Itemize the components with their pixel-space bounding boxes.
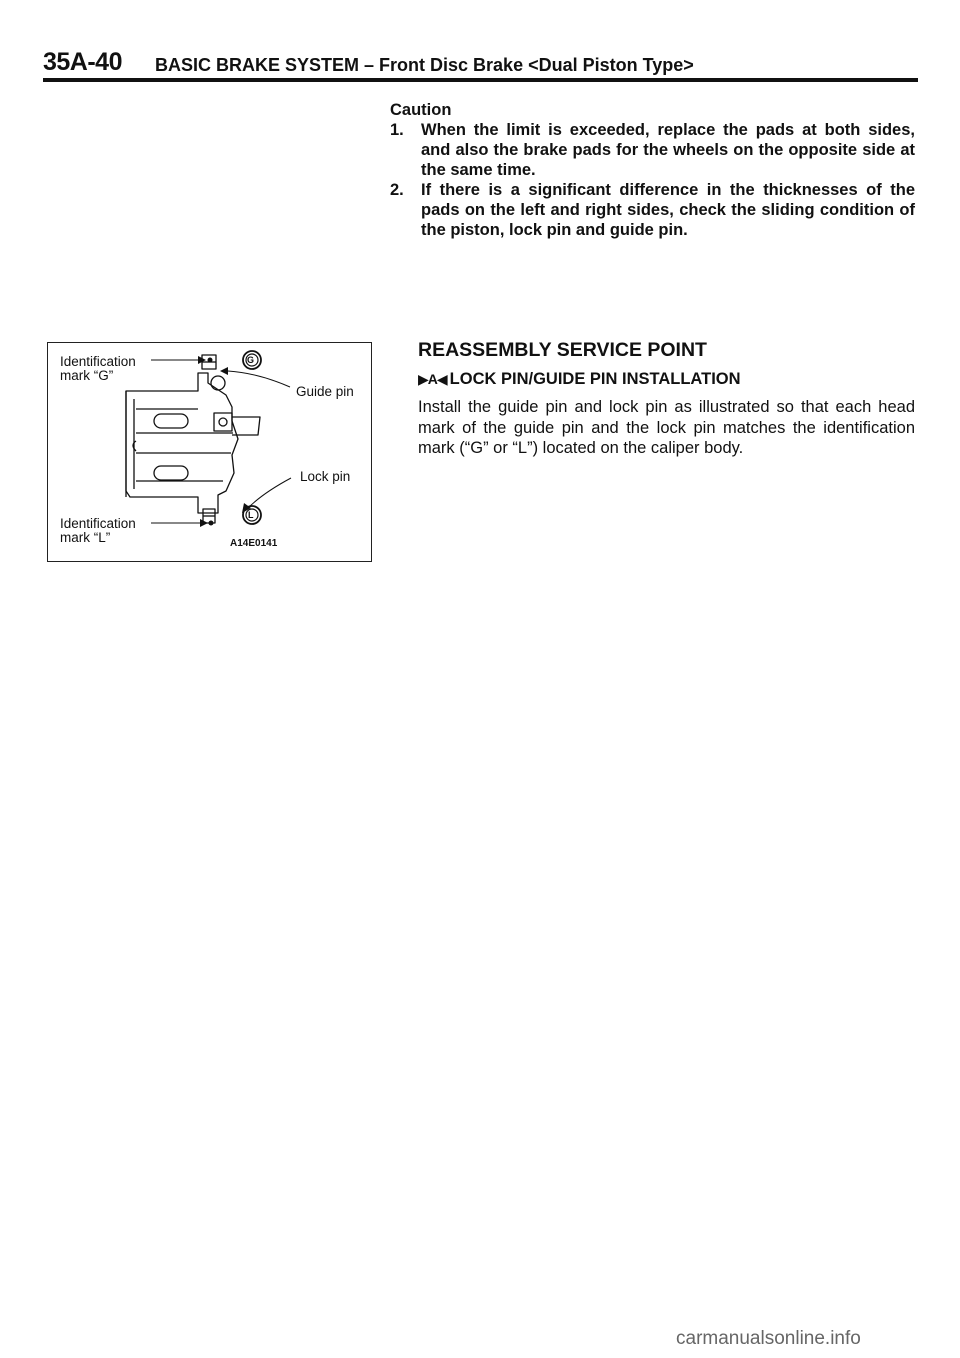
label-identification-l: Identification xyxy=(60,516,136,531)
section-title: REASSEMBLY SERVICE POINT xyxy=(418,339,707,361)
label-guide-pin: Guide pin xyxy=(296,384,354,399)
caution-item xyxy=(390,180,915,240)
caution-block xyxy=(390,100,915,240)
caution-item-number: 2. xyxy=(390,181,404,199)
mark-l-letter: L xyxy=(248,510,254,520)
label-mark-g: mark “G” xyxy=(60,368,114,383)
subsection-title-text: LOCK PIN/GUIDE PIN INSTALLATION xyxy=(449,370,741,388)
header-rule xyxy=(43,78,918,82)
page-title: BASIC BRAKE SYSTEM – Front Disc Brake <Dual Piston Type> xyxy=(155,55,694,75)
subsection-title xyxy=(418,370,741,389)
caution-item-number: 1. xyxy=(390,121,404,139)
service-point-marker: ▶A◀ xyxy=(418,371,447,387)
page-header xyxy=(43,48,918,82)
footer-watermark: carmanualsonline.info xyxy=(676,1328,861,1349)
label-identification-g: Identification xyxy=(60,354,136,369)
label-mark-l: mark “L” xyxy=(60,530,111,545)
caution-item-text: When the limit is exceeded, replace the pads at both sides, and also the brake pads for the wheels on the opposite side at the same time. xyxy=(421,121,915,179)
caliper-figure xyxy=(47,342,372,562)
installation-instructions: Install the guide pin and lock pin as illustrated so that each head mark of the guide pin and the lock pin matches the identification mark (“G” or “L”) located on the caliper body. xyxy=(418,398,915,457)
caution-item-text: If there is a significant difference in the thicknesses of the pads on the left and right sides, check the sliding condition of the piston, lock pin and guide pin. xyxy=(421,181,915,239)
mark-g-letter: G xyxy=(247,355,255,365)
page-number: 35A-40 xyxy=(43,48,122,76)
label-lock-pin: Lock pin xyxy=(300,469,351,484)
caution-item xyxy=(390,120,915,180)
figure-code: A14E0141 xyxy=(230,538,278,549)
caution-title: Caution xyxy=(390,101,452,119)
